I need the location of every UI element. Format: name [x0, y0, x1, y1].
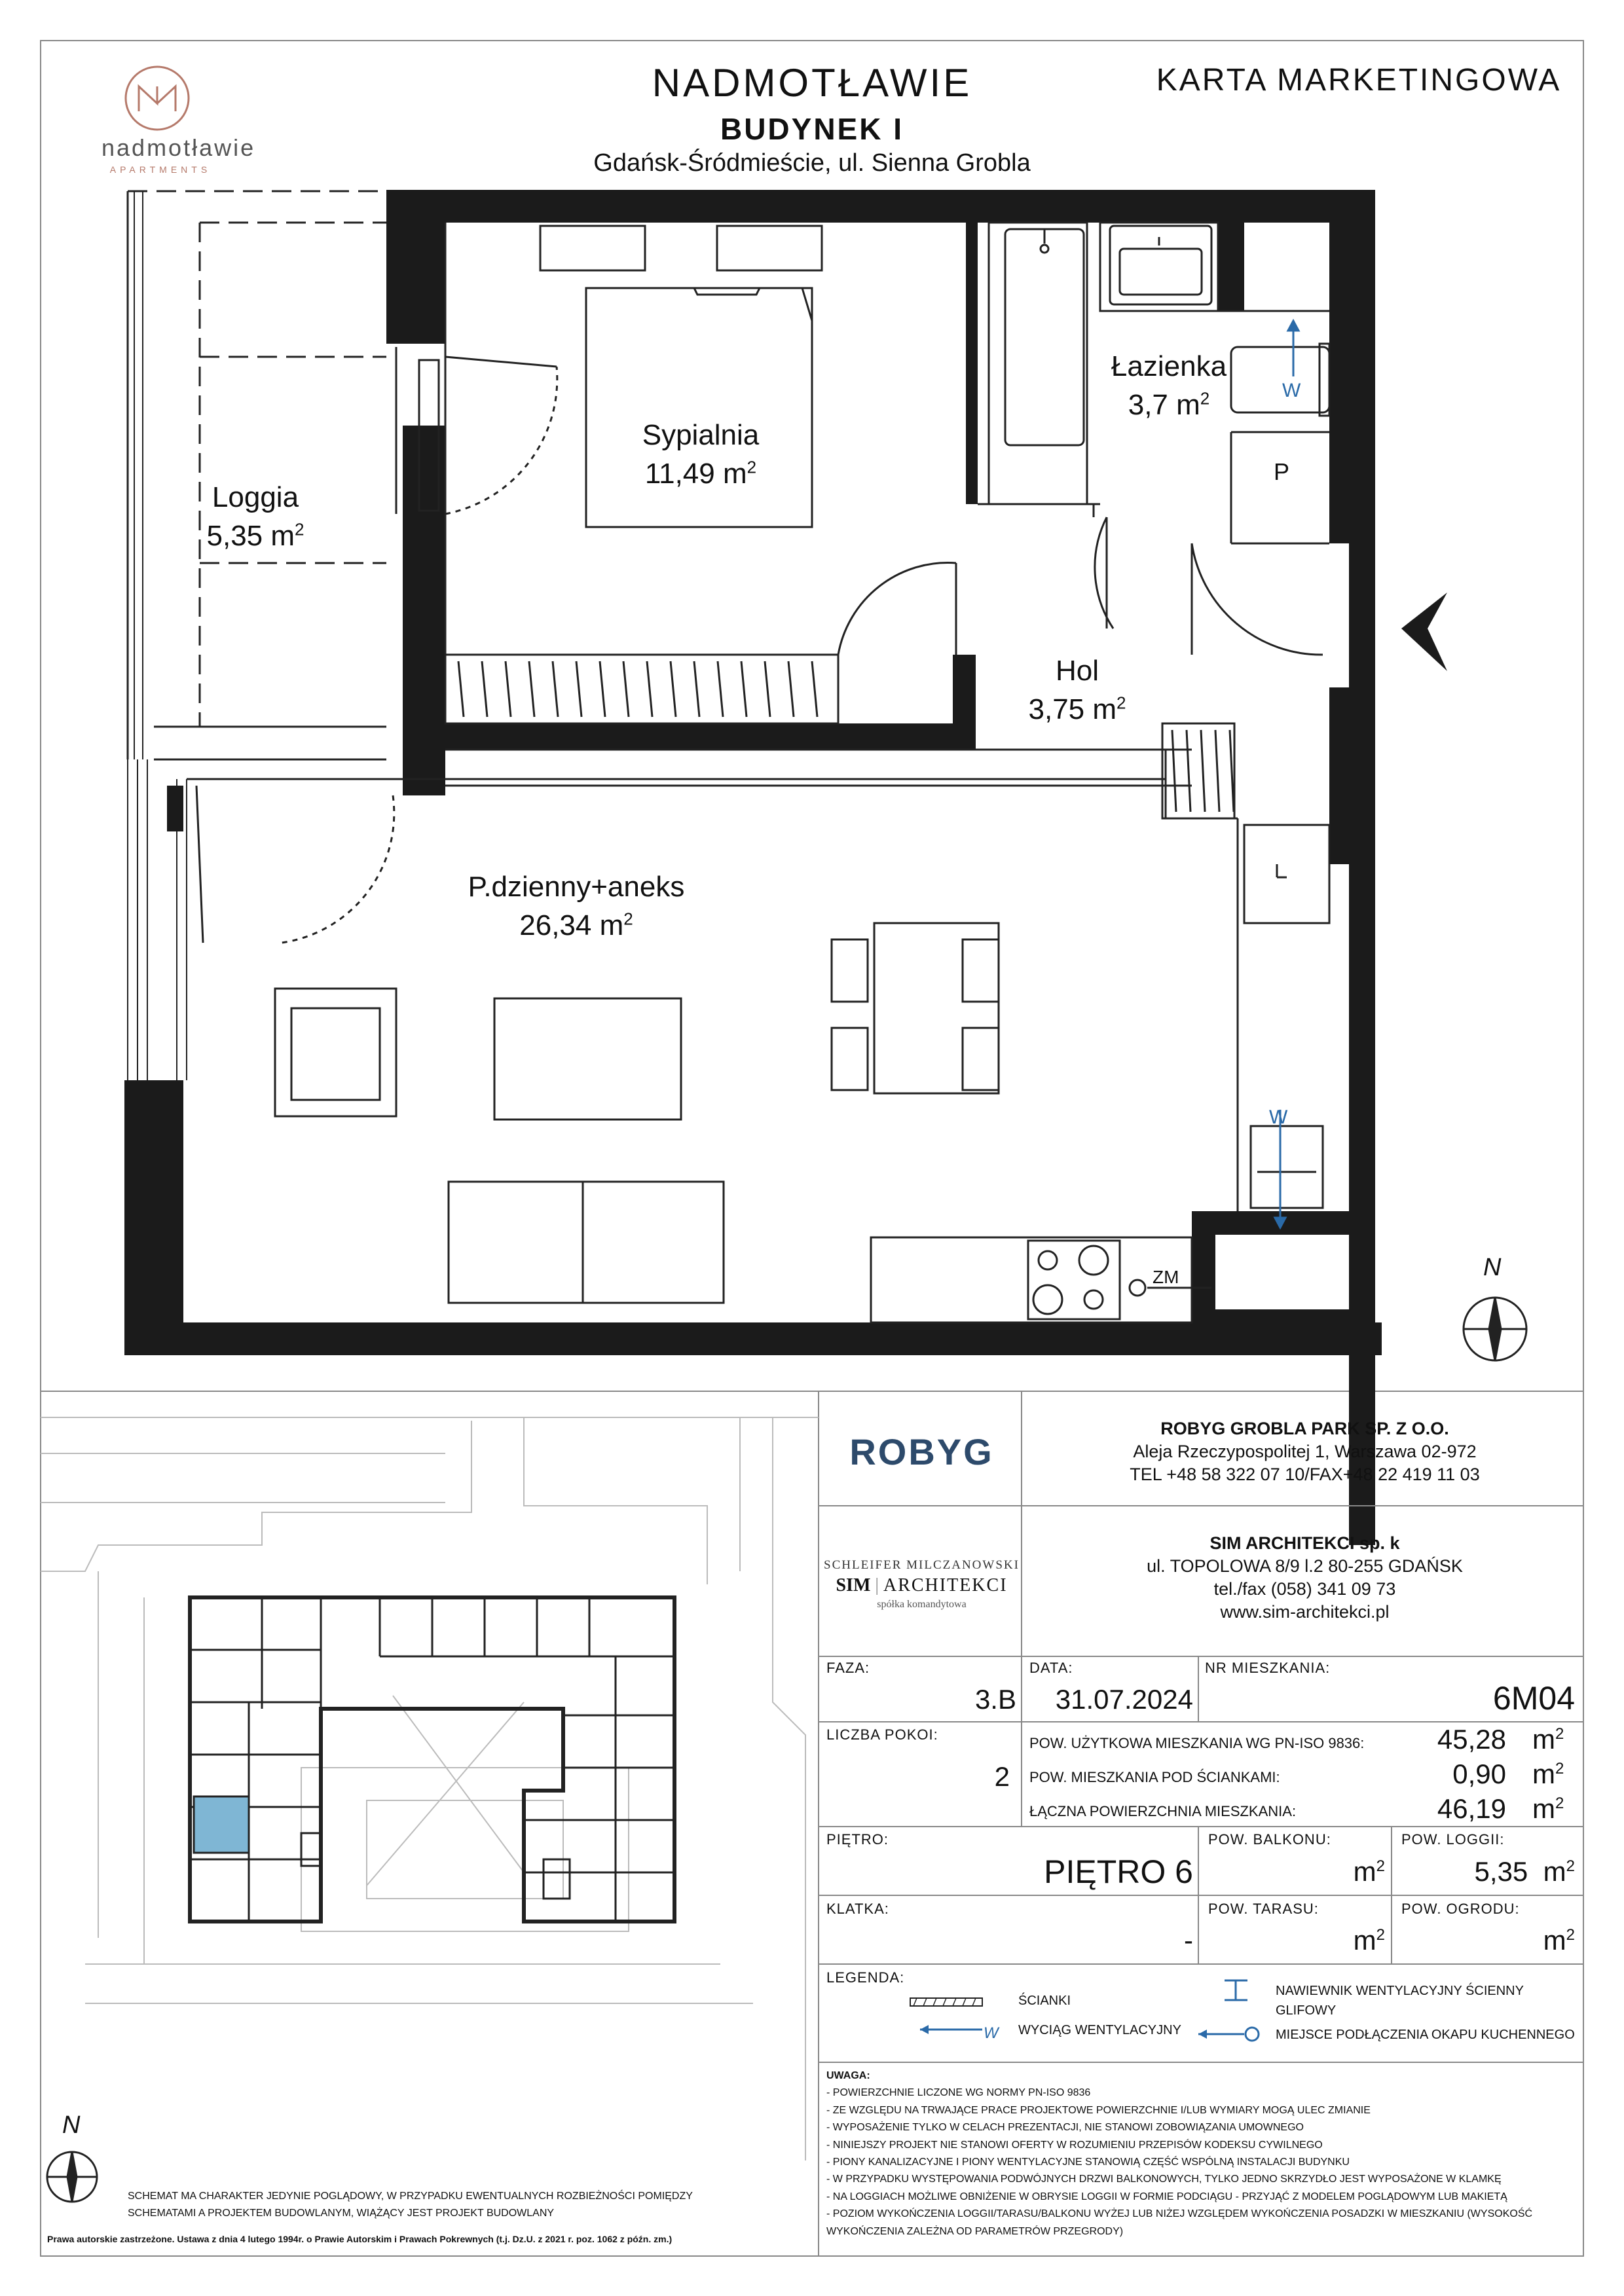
schemat-line-2: SCHEMATAMI A PROJEKTEM BUDOWLANYM, WIĄŻĄCY JEST PROJEKT BUDOWLANY: [128, 2207, 555, 2219]
wardrobe-hatch: [694, 661, 699, 717]
pokoje-label: LICZBA POKOI:: [826, 1726, 938, 1743]
notes-label: UWAGA:: [826, 2070, 870, 2081]
room-area: 26,34 $m^2$: [519, 909, 633, 942]
pl-label: ŁĄCZNA POWIERZCHNIA MIESZKANIA:: [1029, 1803, 1297, 1819]
schemat-note: [128, 2188, 809, 2221]
card-title: KARTA MARKETINGOWA: [1156, 63, 1562, 98]
note-line: - POWIERZCHNIE LICZONE WG NORMY PN-ISO 9836: [826, 2087, 1091, 2099]
wardrobe-hatch: [600, 661, 605, 717]
note-line: - NA LOGGIACH MOŻLIWE OBNIŻENIE W OBRYSIE LOGGII W FORMIE PODCIĄGU - PRZYJĄĆ Z MODELEM POGLĄDOWYM LUB MAKIETĄ: [826, 2191, 1507, 2202]
sim-logo: SCHLEIFER MILCZANOWSKI SIM | ARCHITEKCI spółka komandytowa: [822, 1558, 1022, 1611]
wardrobe-hatch: [623, 661, 629, 717]
wardrobe-hatch: [788, 661, 794, 717]
note-line: - WYPOSAŻENIE TYLKO W CELACH PREZENTACJI, NIE STANOWI ZOBOWIĄZANIA UMOWNEGO: [826, 2122, 1304, 2134]
room-hall: [989, 651, 1166, 729]
nr-value: 6M04: [1492, 1680, 1575, 1717]
note-line: - POZIOM WYKOŃCZENIA LOGGII/TARASU/BALKONU WYŻEJ LUB NIŻEJ WZGLĘDEM WYKOŃCZENIA POSADZKI W MIESZKANIU (WYSOKOŚĆ: [826, 2208, 1533, 2220]
room-name: Hol: [1055, 655, 1099, 687]
legend-label: LEGENDA:: [826, 1969, 905, 1986]
taras-value: $m^2$: [1353, 1925, 1385, 1956]
room-name: P.dzienny+aneks: [468, 871, 685, 903]
pu-unit: $m^2$: [1532, 1724, 1564, 1755]
note-line: - ZE WZGLĘDU NA TRWAJĄCE PRACE PROJEKTOWE POWIERZCHNIE I/LUB WYMIARY MOGĄ ULEC ZMIANIE: [826, 2104, 1371, 2116]
room-name: Loggia: [212, 481, 299, 513]
sim-info: [1028, 1532, 1581, 1624]
living-furniture: [275, 923, 1323, 1319]
nr-label: NR MIESZKANIA:: [1205, 1660, 1331, 1676]
sim-logo-architekci: ARCHITEKCI: [883, 1575, 1008, 1595]
pu-label: POW. UŻYTKOWA MIESZKANIA WG PN-ISO 9836:: [1029, 1735, 1365, 1751]
sim-www: www.sim-architekci.pl: [1220, 1602, 1390, 1622]
site-north-compass-icon: [47, 2152, 97, 2202]
vent-mark-bathroom: W: [1282, 380, 1301, 401]
data-value: 31.07.2024: [1055, 1684, 1193, 1715]
room-area: 3,7 $m^2$: [1128, 388, 1210, 422]
ps-label: POW. MIESZKANIA POD ŚCIANKAMI:: [1029, 1769, 1280, 1785]
pl-unit: $m^2$: [1532, 1793, 1564, 1824]
notes: [826, 2068, 1579, 2240]
legend-okap: MIEJSCE PODŁĄCZENIA OKAPU KUCHENNEGO: [1276, 2028, 1575, 2042]
hall-wardrobe-hatch: [1172, 730, 1234, 812]
room-living: [432, 867, 720, 945]
balkon-value: $m^2$: [1353, 1856, 1385, 1887]
faza-value: 3.B: [974, 1684, 1016, 1715]
robyg-info: [1028, 1417, 1581, 1486]
room-area: 3,75 $m^2$: [1028, 693, 1126, 726]
wardrobe-hatch: [647, 661, 652, 717]
north-compass-icon: [1464, 1298, 1526, 1360]
klatka-value: -: [1184, 1925, 1193, 1956]
site-plan-schematic: [41, 1417, 819, 2160]
robyg-name: ROBYG GROBLA PARK SP. Z O.O.: [1160, 1419, 1449, 1438]
wardrobe-hatch: [718, 661, 723, 717]
apartment-highlight: [194, 1796, 249, 1853]
sim-logo-top: SCHLEIFER MILCZANOWSKI: [824, 1558, 1020, 1572]
legend-wyciag: WYCIĄG WENTYLACYJNY: [1018, 2023, 1181, 2037]
loggia-drawing: [128, 191, 386, 759]
note-line: - PIONY KANALIZACYJNE I PIONY WENTYLACYJNE STANOWIĄ CZĘŚĆ WSPÓLNĄ INSTALACJI BUDYNKU: [826, 2156, 1350, 2168]
ogrod-value: $m^2$: [1543, 1925, 1575, 1956]
sim-name: SIM ARCHITEKCI sp. k: [1209, 1533, 1400, 1553]
sim-address: ul. TOPOLOWA 8/9 l.2 80-255 GDAŃSK: [1147, 1556, 1463, 1576]
hood-mark: ZM: [1153, 1267, 1179, 1287]
address: Gdańsk-Śródmieście, ul. Sienna Grobla: [593, 149, 1031, 177]
brand-block: [101, 134, 256, 175]
building-label: BUDYNEK I: [720, 112, 904, 146]
brand-tagline: APARTMENTS: [109, 164, 212, 175]
sim-logo-sim: SIM: [836, 1575, 871, 1595]
sim-logo-bottom: spółka komandytowa: [877, 1599, 967, 1610]
entrance-arrow-icon: [1401, 592, 1447, 671]
room-name: Sypialnia: [642, 419, 760, 451]
note-line: - W PRZYPADKU WYSTĘPOWANIA PODWÓJNYCH DRZWI BALKONOWYCH, TYLKO JEDNO SKRZYDŁO JEST WYPOSAŻONE W KLAMKĘ: [826, 2174, 1502, 2185]
data-label: DATA:: [1029, 1660, 1073, 1676]
wardrobe-hatch: [553, 661, 558, 717]
note-line: - NINIEJSZY PROJEKT NIE STANOWI OFERTY W ROZUMIENIU PRZEPISÓW KODEKSU CYWILNEGO: [826, 2139, 1323, 2151]
north-label: N: [1483, 1254, 1502, 1281]
brand-name: nadmotławie: [101, 134, 256, 161]
site-plan-units: [190, 1597, 674, 1922]
wardrobe-hatch: [1201, 730, 1205, 812]
balkon-label: POW. BALKONU:: [1208, 1831, 1331, 1848]
wardrobe-hatch: [506, 661, 511, 717]
site-north-label: N: [62, 2111, 81, 2139]
wardrobe-hatch: [765, 661, 770, 717]
wardrobe-hatch: [1215, 730, 1219, 812]
loggia-label: POW. LOGGII:: [1401, 1831, 1505, 1848]
vent-arrows: [1275, 321, 1299, 1228]
robyg-phone: TEL +48 58 322 07 10/FAX+48 22 419 11 03: [1130, 1465, 1480, 1485]
pietro-label: PIĘTRO:: [826, 1831, 889, 1848]
pietro-value: PIĘTRO 6: [1044, 1853, 1193, 1890]
shaft-mark: P: [1274, 458, 1290, 485]
pokoje-value: 2: [994, 1761, 1010, 1792]
wardrobe-hatch: [482, 661, 487, 717]
taras-label: POW. TARASU:: [1208, 1901, 1319, 1917]
room-name: Łazienka: [1111, 350, 1227, 382]
wardrobe-hatch: [458, 661, 464, 717]
room-loggia: [170, 478, 341, 556]
wardrobe-hatch: [1172, 730, 1176, 812]
wardrobe-hatch: [1187, 730, 1190, 812]
room-bedroom: [589, 416, 812, 494]
ogrod-label: POW. OGRODU:: [1401, 1901, 1520, 1917]
legend-scianki: ŚCIANKI: [1018, 1994, 1071, 2008]
faza-label: FAZA:: [826, 1660, 870, 1676]
robyg-address: Aleja Rzeczypospolitej 1, Warszawa 02-972: [1133, 1442, 1477, 1462]
room-bathroom: [1090, 347, 1247, 425]
wardrobe-hatch: [1230, 730, 1234, 812]
wardrobe-hatch: [812, 661, 817, 717]
ps-unit: $m^2$: [1532, 1758, 1564, 1789]
legend-nawiewnik-1: NAWIEWNIK WENTYLACYJNY ŚCIENNY: [1276, 1984, 1524, 1998]
note-line: WYKOŃCZENIA ZALEŻNA OD PARAMETRÓW PRZEGRODY): [826, 2225, 1124, 2237]
wardrobe-hatch: [671, 661, 676, 717]
legend-nawiewnik-2: GLIFOWY: [1276, 2003, 1337, 2018]
bedroom-wardrobe: [445, 655, 838, 723]
legend-wyciag-mark: W: [984, 2024, 999, 2042]
klatka-label: KLATKA:: [826, 1901, 889, 1917]
ps-value: 0,90: [1452, 1758, 1506, 1789]
pl-value: 46,19: [1437, 1793, 1506, 1824]
schemat-line-1: SCHEMAT MA CHARAKTER JEDYNIE POGLĄDOWY, W PRZYPADKU EWENTUALNYCH ROZBIEŻNOŚCI POMIĘDZY: [128, 2191, 693, 2202]
copyright: Prawa autorskie zastrzeżone. Ustawa z dnia 4 lutego 1994r. o Prawie Autorskim i Prawach Pokrewnych (t.j. Dz.U. z 2021 r. poz. 1062 z późn. zm.): [47, 2234, 673, 2244]
wardrobe-hatch: [741, 661, 747, 717]
robyg-logo: ROBYG: [849, 1431, 994, 1472]
pu-value: 45,28: [1437, 1724, 1506, 1755]
room-area: 5,35 $m^2$: [206, 519, 304, 553]
loggia-value: 5,35 $m^2$: [1474, 1856, 1575, 1887]
room-area: 11,49 $m^2$: [644, 457, 757, 490]
sim-phone: tel./fax (058) 341 09 73: [1213, 1579, 1396, 1599]
nadmotlawie-logo: [126, 67, 189, 130]
vent-mark-kitchen: W: [1269, 1106, 1288, 1128]
wardrobe-hatch: [576, 661, 581, 717]
project-title: NADMOTŁAWIE: [652, 61, 972, 105]
wardrobe-hatch: [529, 661, 534, 717]
